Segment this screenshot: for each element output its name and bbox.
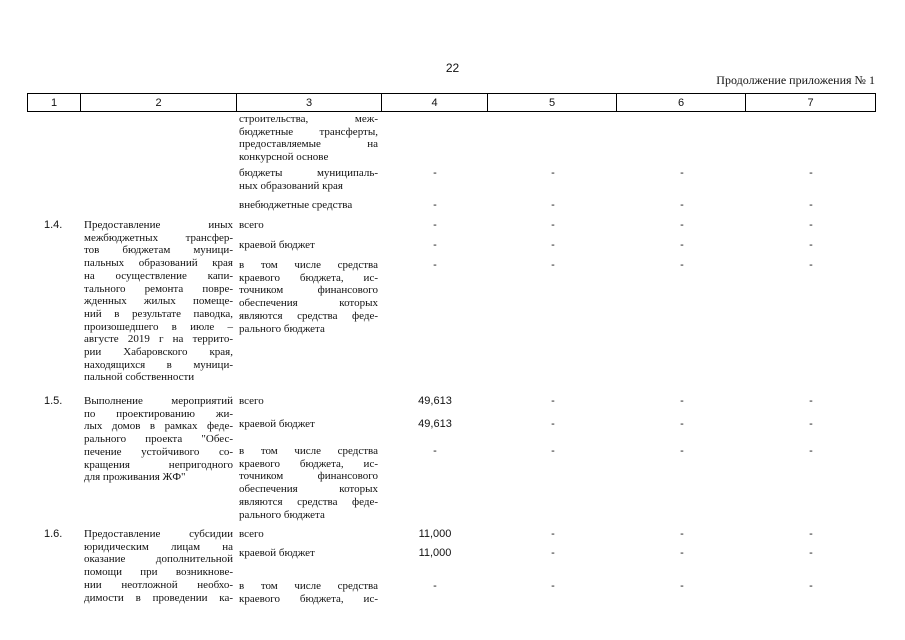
row-description: Предоставление субсидии юридическим лицам на оказание дополнительной помощи при возникнове- нии неотложной необхо- димости в проведении ка- [84, 528, 233, 604]
source-federal-share: в том числе средства краевого бюджета, ис- [239, 580, 378, 605]
value-cell: - [680, 219, 684, 231]
source-regional: краевой бюджет [239, 239, 315, 251]
value-cell: - [680, 418, 684, 430]
value-cell: - [433, 199, 437, 211]
value-cell: - [680, 167, 684, 179]
prev-municipal-budgets: бюджеты муниципаль- ных образований края [239, 167, 378, 192]
value-cell: - [551, 199, 555, 211]
row-description: Выполнение мероприятий по проектированию жи- лых домов в рамках феде- рального проекта "Обес- печение устойчивого со- кращения непригодного для проживания ЖФ" [84, 395, 233, 484]
value-cell: - [680, 395, 684, 407]
value-cell: - [551, 259, 555, 271]
value-cell: - [680, 528, 684, 540]
row-number: 1.6. [44, 528, 63, 540]
source-regional: краевой бюджет [239, 418, 315, 430]
value-cell: 11,000 [418, 547, 452, 559]
value-cell: - [680, 547, 684, 559]
value-cell: - [680, 445, 684, 457]
header-col-2: 2 [81, 94, 237, 112]
value-cell: - [551, 445, 555, 457]
value-cell: - [433, 445, 437, 457]
header-col-4: 4 [382, 94, 488, 112]
value-cell: - [809, 199, 813, 211]
value-cell: - [551, 167, 555, 179]
value-cell: - [551, 528, 555, 540]
value-cell: - [809, 580, 813, 592]
value-cell: 11,000 [418, 528, 452, 540]
value-cell: - [433, 167, 437, 179]
value-cell: - [809, 219, 813, 231]
value-cell: - [809, 259, 813, 271]
value-cell: - [433, 219, 437, 231]
value-cell: - [551, 219, 555, 231]
prev-source-text: строительства, меж- бюджетные трансферты, предоставляемые на конкурсной основе [239, 113, 378, 164]
value-cell: - [551, 580, 555, 592]
value-cell: 49,613 [418, 418, 452, 430]
value-cell: 49,613 [418, 395, 452, 407]
value-cell: - [680, 580, 684, 592]
source-regional: краевой бюджет [239, 547, 315, 559]
source-total: всего [239, 219, 264, 231]
source-total: всего [239, 528, 264, 540]
prev-extrabudget: внебюджетные средства [239, 199, 353, 211]
value-cell: - [809, 239, 813, 251]
value-cell: - [809, 418, 813, 430]
value-cell: - [809, 547, 813, 559]
row-number: 1.5. [44, 395, 63, 407]
source-federal-share: в том числе средства краевого бюджета, ис- точником финансового обеспечения которых являются средства феде- рального бюджета [239, 445, 378, 521]
header-col-1: 1 [28, 94, 81, 112]
value-cell: - [551, 239, 555, 251]
value-cell: - [809, 445, 813, 457]
value-cell: - [809, 395, 813, 407]
value-cell: - [551, 547, 555, 559]
source-federal-share: в том числе средства краевого бюджета, ис- точником финансового обеспечения которых являются средства феде- рального бюджета [239, 259, 378, 335]
value-cell: - [680, 239, 684, 251]
value-cell: - [680, 199, 684, 211]
source-total: всего [239, 395, 264, 407]
value-cell: - [551, 418, 555, 430]
page-number: 22 [445, 61, 460, 75]
value-cell: - [680, 259, 684, 271]
value-cell: - [809, 167, 813, 179]
row-description: Предоставление иных межбюджетных трансфер- тов бюджетам муници- пальных образований края на осуществление капи- тального ремонта повре- жденных жилых помеще- ний в результате паводка, произошедшего в июле – августе 2019 г на террито- рии Хабаровского края, находящихся в муници- пальной собственности [84, 219, 233, 384]
table-header [27, 93, 876, 112]
value-cell: - [433, 580, 437, 592]
header-col-7: 7 [746, 94, 876, 112]
value-cell: - [433, 259, 437, 271]
header-col-6: 6 [617, 94, 746, 112]
header-col-3: 3 [237, 94, 382, 112]
value-cell: - [809, 528, 813, 540]
continuation-note: Продолжение приложения № 1 [716, 73, 875, 87]
row-number: 1.4. [44, 219, 63, 231]
header-col-5: 5 [488, 94, 617, 112]
value-cell: - [551, 395, 555, 407]
value-cell: - [433, 239, 437, 251]
